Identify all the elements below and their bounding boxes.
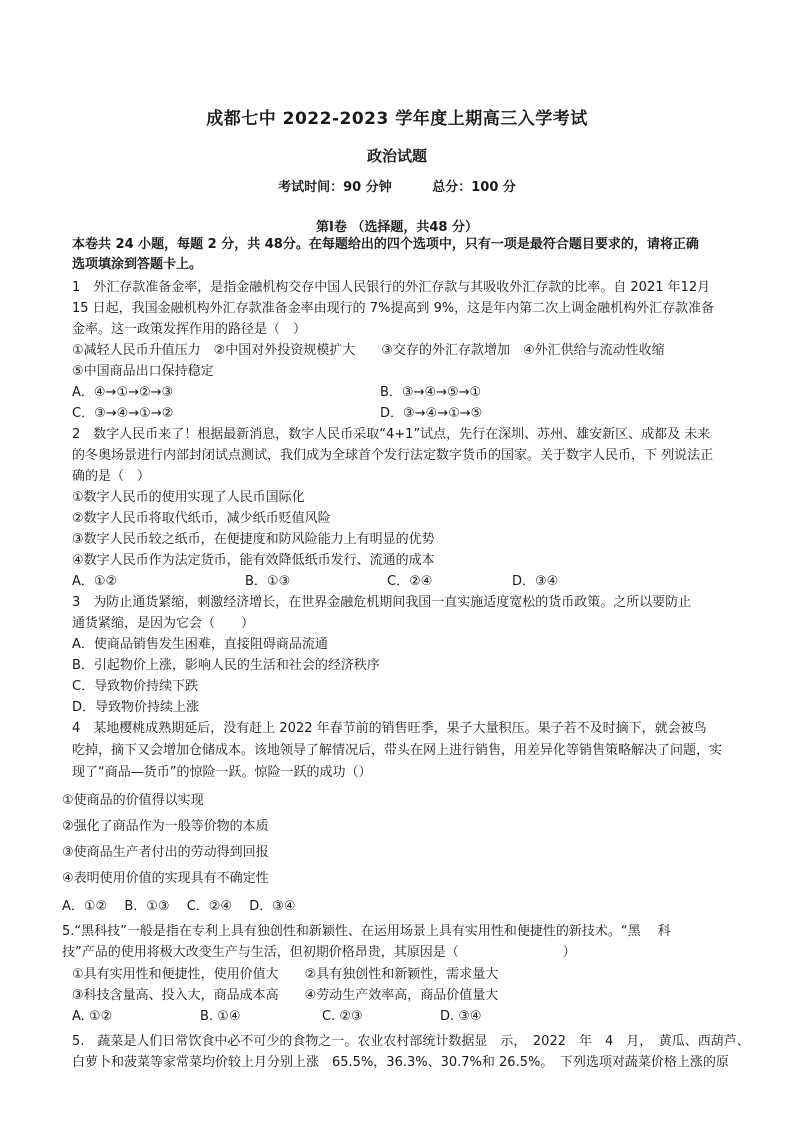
question-2-option-a: A．①② [72,574,118,589]
question-3-stem: 通货紧缩，是因为它会（ ） [72,616,255,631]
exam-time: 考试时间：90 分钟 [278,180,392,195]
section-title: 第Ⅰ卷 （选择题，共48 分） [316,220,478,235]
question-5-stem: 5.“黑科技”一般是指在专利上具有独创性和新颖性、在运用场景上具有实用性和便捷性的新技术。“黑 科 [62,924,671,939]
question-4-stem: 4 某地樱桃成熟期延后，没有赶上 2022 年春节前的销售旺季，果子大量积压。果子若不及时摘下，就会被鸟 [72,721,707,736]
question-2-option-c: C．②④ [387,574,433,589]
page-title: 成都七中 2022-2023 学年度上期高三入学考试 [206,109,588,129]
question-3-option-d: D．导致物价持续上涨 [72,700,200,715]
question-1-statements: ⑤中国商品出口保持稳定 [72,364,214,379]
question-6-stem: 白萝卜和菠菜等家常菜均价较上月分别上涨 65.5%，36.3%、30.7%和 26.5%。 下列选项对蔬菜价格上涨的原 [72,1055,729,1070]
subject-title: 政治试题 [366,147,427,165]
question-2-statement: ①数字人民币的使用实现了人民币国际化 [72,490,305,505]
question-2-stem: 确的是（ ） [72,469,151,484]
question-3-option-c: C．导致物价持续下跌 [72,679,199,694]
question-3-option-b: B．引起物价上涨，影响人民的生活和社会的经济秩序 [72,658,380,673]
question-5-option-c: C. ②③ [322,1009,363,1024]
question-1-option-d: D．③→④→①→⑤ [380,406,483,421]
question-1-option-a: A．④→①→②→③ [72,385,174,400]
question-4-stem: 吃掉，摘下又会增加仓储成本。该地领导了解情况后，带头在网上进行销售，用差异化等销售策略解决了问题，实 [72,743,723,758]
question-2-stem: 2 数字人民币来了！根据最新消息，数字人民币采取“4+1”试点，先行在深圳、苏州、雄安新区、成都及 未来 [72,427,711,442]
exam-meta [0,176,794,195]
question-4-statement: ②强化了商品作为一般等价物的本质 [62,819,269,834]
question-3-stem: 3 为防止通货紧缩，刺激经济增长，在世界金融危机期间我国一直实施适度宽松的货币政策。之所以要防止 [72,595,692,610]
question-3-option-a: A．使商品销售发生困难，直接阻碍商品流通 [72,637,328,652]
question-4-options: A．①② B．①③ C．②④ D．③④ [62,899,296,914]
question-5-option-a: A. ①② [72,1009,113,1024]
question-2-option-b: B．①③ [245,574,291,589]
exam-score: 总分：100 分 [432,180,516,195]
question-2-statement: ③数字人民币较之纸币，在便捷度和防风险能力上有明显的优势 [72,532,435,547]
question-2-option-d: D．③④ [512,574,559,589]
question-2-stem: 的冬奥场景进行内部封闭试点测试，我们成为全球首个发行法定数字货币的国家。关于数字人民币，下 列说法正 [72,448,714,463]
question-2-statement: ②数字人民币将取代纸币，减少纸币贬值风险 [72,511,331,526]
question-5-option-d: D. ③④ [440,1009,482,1024]
section-intro-line: 选项填涂到答题卡上。 [72,257,203,272]
question-4-statement: ④表明使用价值的实现具有不确定性 [62,871,269,886]
question-6-stem: 5. 蔬菜是人们日常饮食中必不可少的食物之一。农业农村部统计数据显 示， 2022 年 4 月， 黄瓜、西葫芦、 [72,1034,750,1049]
question-4-statement: ③使商品生产者付出的劳动得到回报 [62,845,269,860]
question-5-statements: ③科技含量高、投入大，商品成本高 ④劳动生产效率高，商品价值量大 [72,988,499,1003]
question-5-statements: ①具有实用性和便捷性，使用价值大 ②具有独创性和新颖性，需求量大 [72,967,499,982]
question-4-stem: 现了“商品—货币”的惊险一跃。惊险一跃的成功（） [72,765,372,780]
question-1-stem: 金率。这一政策发挥作用的路径是（ ） [72,322,307,337]
question-1-stem: 15 日起，我国金融机构外汇存款准备金率由现行的 7%提高到 9%，这是年内第二次上调金融机构外汇存款准备 [72,301,715,316]
question-1-option-b: B．③→④→⑤→① [380,385,482,400]
question-1-statements: ①减轻人民币升值压力 ②中国对外投资规模扩大 ③交存的外汇存款增加 ④外汇供给与流动性收缩 [72,343,665,358]
question-1-stem: 1 外汇存款准备金率，是指金融机构交存中国人民银行的外汇存款与其吸收外汇存款的比率。自 2021 年12月 [72,280,711,295]
question-4-statement: ①使商品的价值得以实现 [62,793,204,808]
question-1-option-c: C．③→④→①→② [72,406,174,421]
question-5-stem: 技”产品的使用将极大改变生产与生活，但初期价格昂贵，其原因是（ ） [62,945,576,960]
question-5-option-b: B. ①④ [200,1009,241,1024]
question-2-statement: ④数字人民币作为法定货币，能有效降低纸币发行、流通的成本 [72,553,435,568]
section-intro-line: 本卷共 24 小题，每题 2 分，共 48分。在每题给出的四个选项中，只有一项是最符合题目要求的，请将正确 [72,237,699,252]
